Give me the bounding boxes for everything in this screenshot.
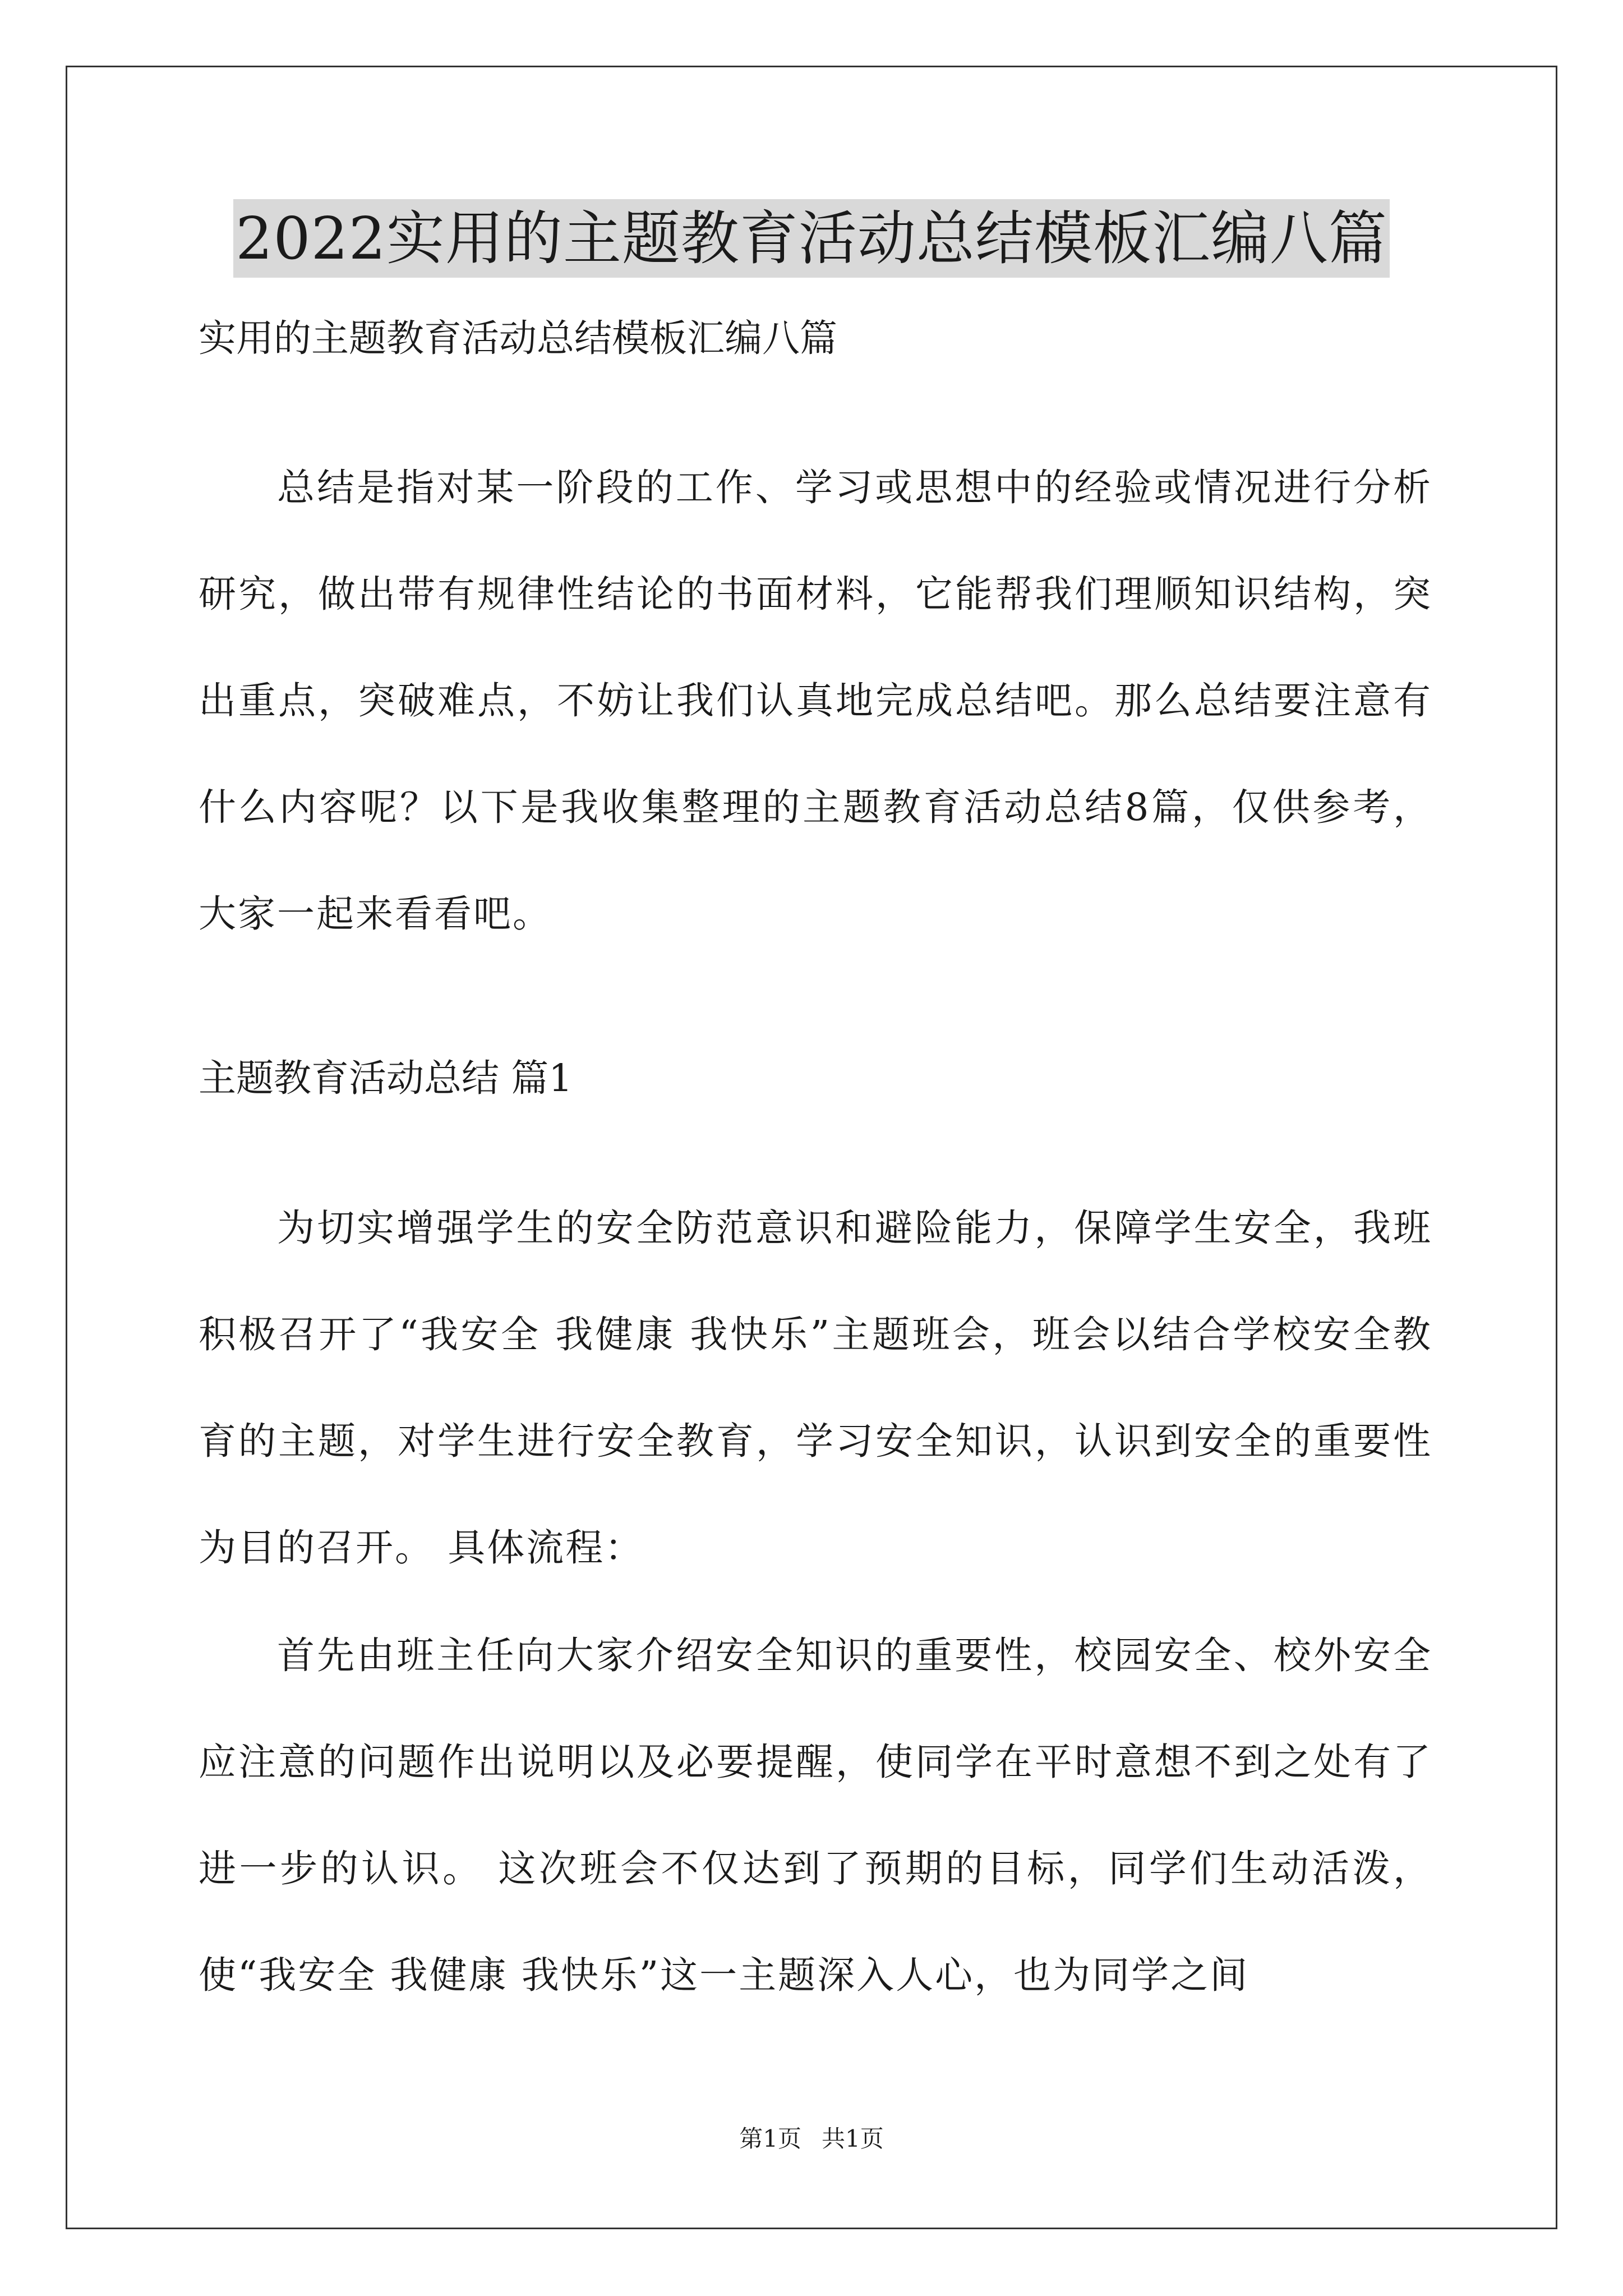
document-subtitle: 实用的主题教育活动总结模板汇编八篇 [199, 316, 837, 360]
page-number: 第1页 [739, 2125, 801, 2152]
title-container [0, 199, 1623, 278]
intro-paragraph: 总结是指对某一阶段的工作、学习或思想中的经验或情况进行分析研究，做出带有规律性结论的书面材料，它能帮我们理顺知识结构，突出重点，突破难点，不妨让我们认真地完成总结吧。那么总结要注意有什么内容呢？以下是我收集整理的主题教育活动总结8篇，仅供参考，大家一起来看看吧。 [199, 466, 1432, 936]
document-title: 2022实用的主题教育活动总结模板汇编八篇 [233, 199, 1390, 278]
section-paragraph-2: 首先由班主任向大家介绍安全知识的重要性，校园安全、校外安全应注意的问题作出说明以及必要提醒，使同学在平时意想不到之处有了进一步的认识。 这次班会不仅达到了预期的目标，同学们生动活泼，使“我安全 我健康 我快乐”这一主题深入人心，也为同学之间 [199, 1634, 1432, 1997]
section-heading: 主题教育活动总结 篇1 [199, 1056, 573, 1100]
page-footer [0, 2122, 1623, 2156]
section-paragraph-1: 为切实增强学生的安全防范意识和避险能力，保障学生安全，我班积极召开了“我安全 我健康 我快乐”主题班会，班会以结合学校安全教育的主题，对学生进行安全教育，学习安全知识，认识到安全的重要性为目的召开。 具体流程： [199, 1206, 1432, 1570]
page-total: 共1页 [822, 2125, 884, 2152]
